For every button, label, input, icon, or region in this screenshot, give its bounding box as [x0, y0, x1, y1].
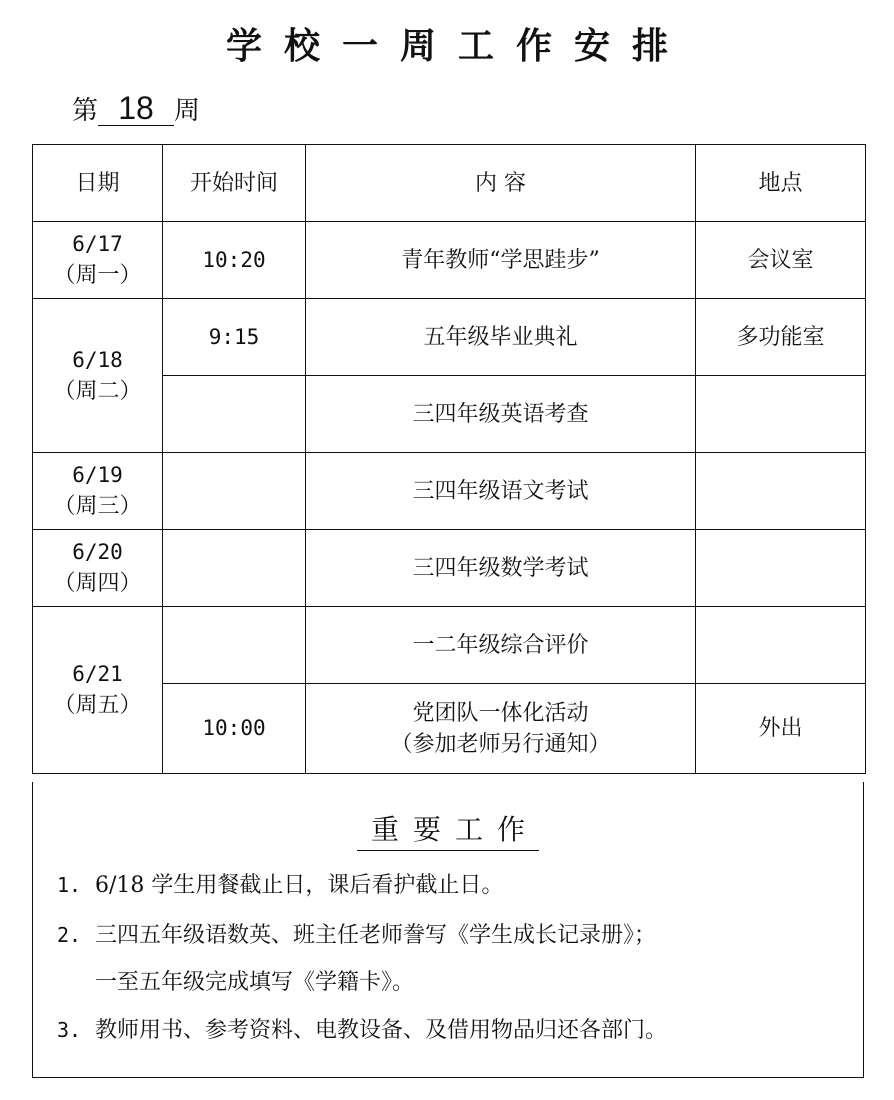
header-row	[33, 145, 866, 222]
content-cell: 青年教师“学思跬步”	[306, 222, 696, 299]
date-cell: 6/21 （周五）	[33, 607, 163, 774]
time-cell	[163, 453, 306, 530]
important-item: 1. 6/18 学生用餐截止日，课后看护截止日。	[57, 873, 504, 898]
date-cell: 6/20 （周四）	[33, 530, 163, 607]
content-cell: 五年级毕业典礼	[306, 299, 696, 376]
week-number: 18	[98, 91, 174, 126]
content-cell: 三四年级语文考试	[306, 453, 696, 530]
table-row	[33, 453, 866, 530]
place-cell	[696, 453, 866, 530]
time-cell: 9:15	[163, 299, 306, 376]
place-cell: 会议室	[696, 222, 866, 299]
content-cell: 一二年级综合评价	[306, 607, 696, 684]
important-work-section	[32, 782, 864, 1078]
place-cell: 外出	[696, 684, 866, 774]
week-suffix: 周	[174, 96, 201, 126]
place-cell: 多功能室	[696, 299, 866, 376]
important-item: 2. 三四五年级语数英、班主任老师誊写《学生成长记录册》；	[57, 923, 657, 948]
content-cell: 三四年级英语考查	[306, 376, 696, 453]
date-cell: 6/17 （周一）	[33, 222, 163, 299]
header-place: 地点	[696, 145, 866, 222]
time-cell	[163, 530, 306, 607]
time-cell: 10:00	[163, 684, 306, 774]
time-cell: 10:20	[163, 222, 306, 299]
place-cell	[696, 607, 866, 684]
week-prefix: 第	[72, 96, 99, 126]
header-content: 内 容	[306, 145, 696, 222]
date-cell: 6/19 （周三）	[33, 453, 163, 530]
important-work-title: 重要工作	[33, 808, 863, 851]
content-cell: 三四年级数学考试	[306, 530, 696, 607]
table-row	[33, 299, 866, 376]
page-title: 学校一周工作安排	[225, 26, 690, 67]
time-cell	[163, 376, 306, 453]
content-cell: 党团队一体化活动 （参加老师另行通知）	[306, 684, 696, 774]
important-item-continuation: 一至五年级完成填写《学籍卡》。	[95, 970, 415, 995]
important-item: 3. 教师用书、参考资料、电教设备、及借用物品归还各部门。	[57, 1018, 668, 1043]
table-row	[33, 222, 866, 299]
date-cell: 6/18 （周二）	[33, 299, 163, 453]
header-start-time: 开始时间	[163, 145, 306, 222]
time-cell	[163, 607, 306, 684]
place-cell	[696, 376, 866, 453]
place-cell	[696, 530, 866, 607]
table-row	[33, 607, 866, 684]
header-date: 日期	[33, 145, 163, 222]
table-row	[33, 530, 866, 607]
schedule-table	[32, 144, 866, 774]
week-label	[72, 90, 200, 127]
